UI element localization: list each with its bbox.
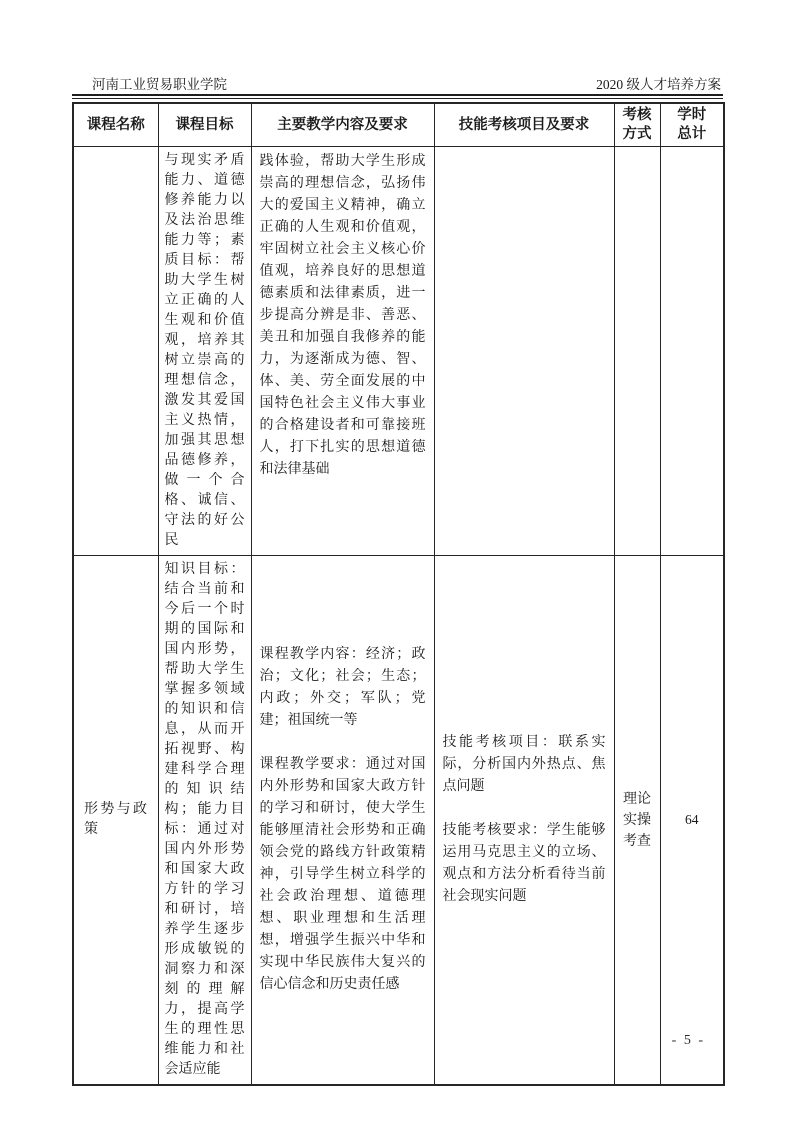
- skill-assessment-requirement-paragraph: 技能考核要求：学生能够运用马克思主义的立场、观点和方法分析看待当前社会现实问题: [442, 823, 606, 904]
- cell-total-hours: [660, 147, 724, 556]
- assessment-method-line2: 实操: [623, 812, 651, 828]
- teaching-requirements-paragraph: 课程教学要求：通过对国内外形势和国家大政方针的学习和研讨，使大学生能够厘清社会形势和正确领会党的路线方针政策精神，引导学生树立科学的社会政治理想、道德理想、职业理想和生活理想，增强学生振兴中华和实现中华民族伟大复兴的信心信念和历史责任感: [259, 757, 426, 992]
- course-table: [72, 102, 725, 1086]
- cell-skill-assessment: [434, 147, 614, 556]
- cell-course-objectives: 知识目标：结合当前和今后一个时期的国际和国内形势，帮助大学生掌握多领域的知识和信息，从而开拓视野、构建科学合理的知识结构；能力目标：通过对国内外形势和国家大政方针的学习和研讨，培养学生逐步形成敏锐的洞察力和深刻的理解力，提高学生的理性思维能力和社会适应能: [158, 556, 251, 1086]
- table-row-continued-course: [73, 147, 724, 556]
- column-header-method-line1: 考核: [622, 107, 652, 123]
- cell-course-name: 形势与政策: [73, 556, 158, 1086]
- table-row-situation-and-policy: [73, 556, 724, 1086]
- column-header-hours-line1: 学时: [677, 107, 707, 123]
- column-header-method: [614, 103, 660, 147]
- cell-assessment-method: [614, 556, 660, 1086]
- header-rule-thick: [72, 94, 723, 96]
- cell-total-hours: 64: [660, 556, 724, 1086]
- header-rule-thin: [72, 98, 723, 99]
- assessment-method-line1: 理论: [623, 791, 651, 807]
- cell-teaching-content: 践体验，帮助大学生形成崇高的理想信念，弘扬伟大的爱国主义精神，确立正确的人生观和价值观，牢固树立社会主义核心价值观，培养良好的思想道德素质和法律素质，进一步提高分辨是非、善恶、美丑和加强自我修养的能力，为逐渐成为德、智、体、美、劳全面发展的中国特色社会主义伟大事业的合格建设者和可靠接班人，打下扎实的思想道德和法律基础: [251, 147, 434, 556]
- skill-assessment-item-paragraph: 技能考核项目：联系实际，分析国内外热点、焦点问题: [442, 735, 606, 794]
- table-header-row: [73, 103, 724, 147]
- column-header-assessment: 技能考核项目及要求: [434, 103, 614, 147]
- assessment-method-line3: 考查: [623, 833, 651, 849]
- cell-skill-assessment: [434, 556, 614, 1086]
- cell-course-name: [73, 147, 158, 556]
- cell-assessment-method: [614, 147, 660, 556]
- teaching-content-paragraph: 课程教学内容：经济；政治；文化；社会；生态；内政；外交；军队；党建；祖国统一等: [259, 647, 426, 728]
- cell-teaching-content: [251, 556, 434, 1086]
- column-header-objectives: 课程目标: [158, 103, 251, 147]
- program-title: 2020 级人才培养方案: [596, 77, 721, 92]
- column-header-content: 主要教学内容及要求: [251, 103, 434, 147]
- cell-course-objectives: 与现实矛盾能力、道德修养能力以及法治思维能力等；素质目标：帮助大学生树立正确的人生观和价值观，培养其树立崇高的理想信念，激发其爱国主义热情，加强其思想品德修养，做一个合格、诚信、守法的好公民: [158, 147, 251, 556]
- column-header-hours-line2: 总计: [677, 126, 707, 142]
- page-header: [72, 73, 723, 93]
- column-header-method-line2: 方式: [622, 126, 652, 142]
- column-header-course-name: 课程名称: [73, 103, 158, 147]
- page-number: - 5 -: [671, 1033, 705, 1048]
- column-header-hours: [660, 103, 724, 147]
- school-name: 河南工业贸易职业学院: [92, 77, 227, 92]
